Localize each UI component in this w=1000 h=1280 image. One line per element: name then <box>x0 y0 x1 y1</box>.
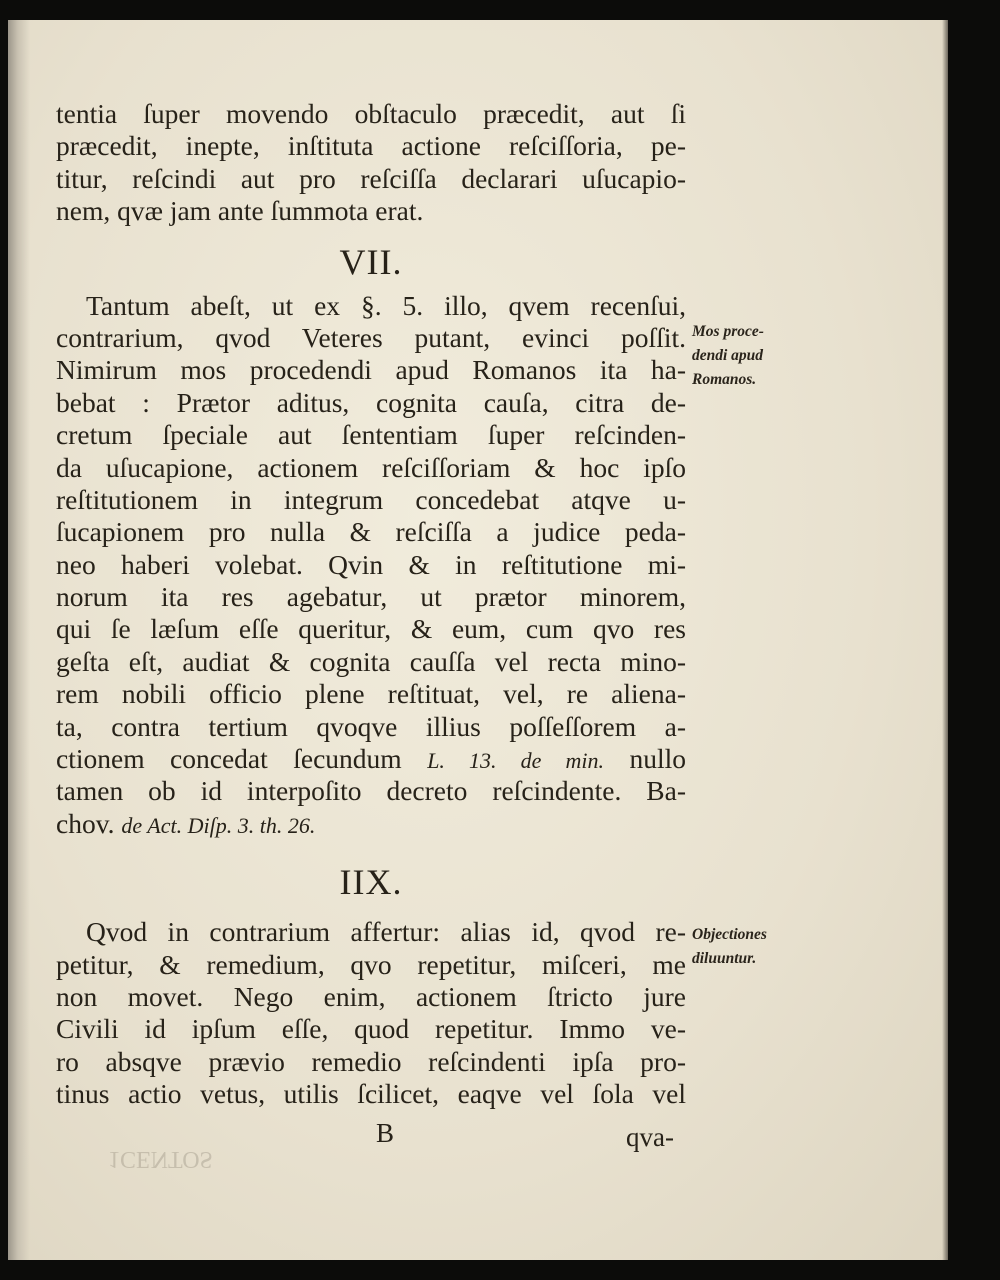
text-line-with-reference <box>56 808 686 840</box>
text-line: neo haberi volebat. Qvin & in reſtitutione mi- <box>56 548 686 580</box>
margin-note-objectiones <box>692 923 820 971</box>
text-line: qui ſe læſum eſſe queritur, & eum, cum qvo res <box>56 613 686 645</box>
section-heading-iix: IIX. <box>339 862 403 903</box>
text-line: Tantum abeſt, ut ex §. 5. illo, qvem recenſui, <box>86 289 686 321</box>
signature-mark: B <box>376 1118 395 1148</box>
text-segment: ctionem concedat ſecundum <box>56 743 402 775</box>
margin-note-line: Romanos. <box>692 371 757 388</box>
bleed-through-text: 1CENTOS <box>108 1146 213 1172</box>
text-line: ro absqve prævio remedio reſcindenti ipſa pro- <box>56 1045 686 1077</box>
text-line: rem nobili officio plene reſtituat, vel, re aliena- <box>56 678 686 710</box>
text-line-with-reference <box>56 743 686 775</box>
text-line: geſta eſt, audiat & cognita cauſſa vel recta mino- <box>56 645 686 677</box>
text-line: non movet. Nego enim, actionem ſtricto jure <box>56 980 686 1012</box>
section-heading-vii: VII. <box>339 241 403 282</box>
citation-reference: L. 13. de min. <box>427 748 604 774</box>
margin-note-line: Mos proce- <box>692 323 764 340</box>
text-line: nem, qvæ jam ante ſummota erat. <box>56 195 424 227</box>
margin-note-line: Objectiones <box>692 926 767 943</box>
text-line: ſucapionem pro nulla & reſciſſa a judice peda- <box>56 516 686 548</box>
margin-note-line: dendi apud <box>692 347 764 364</box>
text-line: norum ita res agebatur, ut prætor minorem, <box>56 581 686 613</box>
text-line: da uſucapione, actionem reſciſſoriam & hoc ipſo <box>56 451 686 483</box>
catchword: qva- <box>626 1122 674 1152</box>
text-line: ta, contra tertium qvoqve illius poſſeſſorem a- <box>56 710 686 742</box>
text-line: contrarium, qvod Veteres putant, evinci poſſit. <box>56 321 686 353</box>
text-line: Nimirum mos procedendi apud Romanos ita ha- <box>56 354 686 386</box>
text-line: titur, reſcindi aut pro reſciſſa declarari uſucapio- <box>56 162 686 194</box>
text-line: tinus actio vetus, utilis ſcilicet, eaqve vel ſola vel <box>56 1078 686 1110</box>
text-line: cretum ſpeciale aut ſententiam ſuper reſcinden- <box>56 419 686 451</box>
text-line: præcedit, inepte, inſtituta actione reſciſſoria, pe- <box>56 130 686 162</box>
text-line: bebat : Prætor aditus, cognita cauſa, citra de- <box>56 386 686 418</box>
text-segment: chov. <box>56 807 115 839</box>
citation-reference: de Act. Diſp. 3. th. 26. <box>121 812 316 838</box>
text-line: tamen ob id interpoſito decreto reſcindente. Ba- <box>56 775 686 807</box>
text-line: tentia ſuper movendo obſtaculo præcedit, aut ſi <box>56 98 686 129</box>
text-line: Qvod in contrarium affertur: alias id, qvod re- <box>86 916 686 948</box>
text-line: reſtitutionem in integrum concedebat atqve u- <box>56 483 686 515</box>
margin-note-mos-procedendi <box>692 320 820 392</box>
book-page <box>8 20 948 1260</box>
main-text <box>56 98 686 1111</box>
margin-note-line: diluuntur. <box>692 950 757 967</box>
text-line: Civili id ipſum eſſe, quod repetitur. Immo ve- <box>56 1013 686 1045</box>
page-edge-shadow <box>942 20 948 1260</box>
text-line: petitur, & remedium, qvo repetitur, miſceri, me <box>56 948 686 980</box>
text-segment: nullo <box>629 743 687 775</box>
page-gutter-shadow <box>8 20 30 1260</box>
